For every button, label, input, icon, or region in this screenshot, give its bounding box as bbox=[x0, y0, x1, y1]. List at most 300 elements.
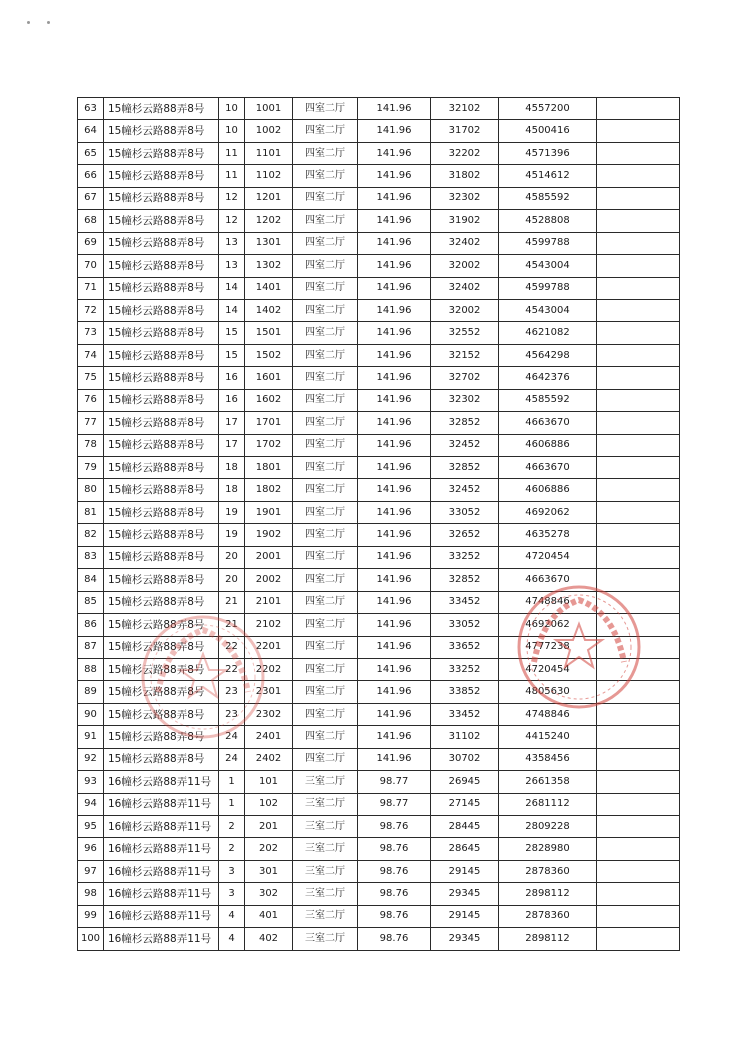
area-cell: 141.96 bbox=[358, 344, 431, 366]
layout-cell: 四室二厅 bbox=[293, 614, 358, 636]
row-number-cell: 90 bbox=[78, 703, 104, 725]
area-cell: 98.76 bbox=[358, 860, 431, 882]
room-number-cell: 302 bbox=[245, 883, 293, 905]
address-cell: 15幢杉云路88弄8号 bbox=[104, 703, 219, 725]
floor-cell: 11 bbox=[219, 165, 245, 187]
address-cell: 16幢杉云路88弄11号 bbox=[104, 860, 219, 882]
row-number-cell: 78 bbox=[78, 434, 104, 456]
floor-cell: 24 bbox=[219, 748, 245, 770]
room-number-cell: 201 bbox=[245, 816, 293, 838]
row-number-cell: 98 bbox=[78, 883, 104, 905]
address-cell: 15幢杉云路88弄8号 bbox=[104, 636, 219, 658]
total-price-cell: 2828980 bbox=[499, 838, 597, 860]
room-number-cell: 1301 bbox=[245, 232, 293, 254]
layout-cell: 三室二厅 bbox=[293, 860, 358, 882]
unit-price-cell: 30702 bbox=[431, 748, 499, 770]
room-number-cell: 1901 bbox=[245, 501, 293, 523]
total-price-cell: 4663670 bbox=[499, 457, 597, 479]
address-cell: 15幢杉云路88弄8号 bbox=[104, 434, 219, 456]
remark-cell bbox=[597, 816, 680, 838]
floor-cell: 3 bbox=[219, 860, 245, 882]
unit-price-cell: 26945 bbox=[431, 771, 499, 793]
total-price-cell: 4585592 bbox=[499, 389, 597, 411]
total-price-cell: 4663670 bbox=[499, 569, 597, 591]
total-price-cell: 4557200 bbox=[499, 98, 597, 120]
remark-cell bbox=[597, 255, 680, 277]
room-number-cell: 2301 bbox=[245, 681, 293, 703]
row-number-cell: 73 bbox=[78, 322, 104, 344]
address-cell: 16幢杉云路88弄11号 bbox=[104, 793, 219, 815]
table-row bbox=[78, 771, 680, 793]
row-number-cell: 86 bbox=[78, 614, 104, 636]
area-cell: 98.76 bbox=[358, 905, 431, 927]
room-number-cell: 1101 bbox=[245, 142, 293, 164]
table-row bbox=[78, 614, 680, 636]
unit-price-cell: 29345 bbox=[431, 883, 499, 905]
layout-cell: 三室二厅 bbox=[293, 793, 358, 815]
unit-price-cell: 27145 bbox=[431, 793, 499, 815]
floor-cell: 18 bbox=[219, 479, 245, 501]
area-cell: 141.96 bbox=[358, 165, 431, 187]
area-cell: 141.96 bbox=[358, 187, 431, 209]
total-price-cell: 2809228 bbox=[499, 816, 597, 838]
room-number-cell: 2101 bbox=[245, 591, 293, 613]
layout-cell: 四室二厅 bbox=[293, 232, 358, 254]
remark-cell bbox=[597, 434, 680, 456]
total-price-cell: 4500416 bbox=[499, 120, 597, 142]
room-number-cell: 1802 bbox=[245, 479, 293, 501]
remark-cell bbox=[597, 860, 680, 882]
total-price-cell: 4415240 bbox=[499, 726, 597, 748]
address-cell: 16幢杉云路88弄11号 bbox=[104, 905, 219, 927]
row-number-cell: 79 bbox=[78, 457, 104, 479]
area-cell: 98.77 bbox=[358, 771, 431, 793]
remark-cell bbox=[597, 412, 680, 434]
area-cell: 141.96 bbox=[358, 142, 431, 164]
room-number-cell: 1902 bbox=[245, 524, 293, 546]
layout-cell: 四室二厅 bbox=[293, 299, 358, 321]
row-number-cell: 88 bbox=[78, 658, 104, 680]
row-number-cell: 65 bbox=[78, 142, 104, 164]
total-price-cell: 4606886 bbox=[499, 479, 597, 501]
room-number-cell: 1202 bbox=[245, 210, 293, 232]
area-cell: 141.96 bbox=[358, 210, 431, 232]
unit-price-cell: 32002 bbox=[431, 299, 499, 321]
table-row bbox=[78, 344, 680, 366]
total-price-cell: 4543004 bbox=[499, 299, 597, 321]
unit-price-cell: 33452 bbox=[431, 591, 499, 613]
table-row bbox=[78, 232, 680, 254]
address-cell: 15幢杉云路88弄8号 bbox=[104, 546, 219, 568]
unit-price-cell: 32452 bbox=[431, 434, 499, 456]
remark-cell bbox=[597, 120, 680, 142]
remark-cell bbox=[597, 165, 680, 187]
remark-cell bbox=[597, 681, 680, 703]
unit-price-cell: 32702 bbox=[431, 367, 499, 389]
total-price-cell: 4621082 bbox=[499, 322, 597, 344]
table-row bbox=[78, 120, 680, 142]
row-number-cell: 74 bbox=[78, 344, 104, 366]
address-cell: 15幢杉云路88弄8号 bbox=[104, 681, 219, 703]
total-price-cell: 2898112 bbox=[499, 883, 597, 905]
table-row bbox=[78, 187, 680, 209]
total-price-cell: 2878360 bbox=[499, 860, 597, 882]
unit-price-cell: 32652 bbox=[431, 524, 499, 546]
area-cell: 141.96 bbox=[358, 434, 431, 456]
address-cell: 15幢杉云路88弄8号 bbox=[104, 232, 219, 254]
unit-price-cell: 33252 bbox=[431, 658, 499, 680]
table-row bbox=[78, 860, 680, 882]
row-number-cell: 100 bbox=[78, 928, 104, 950]
room-number-cell: 1801 bbox=[245, 457, 293, 479]
row-number-cell: 87 bbox=[78, 636, 104, 658]
row-number-cell: 80 bbox=[78, 479, 104, 501]
room-number-cell: 2302 bbox=[245, 703, 293, 725]
total-price-cell: 4720454 bbox=[499, 546, 597, 568]
address-cell: 16幢杉云路88弄11号 bbox=[104, 771, 219, 793]
layout-cell: 四室二厅 bbox=[293, 210, 358, 232]
address-cell: 15幢杉云路88弄8号 bbox=[104, 412, 219, 434]
address-cell: 15幢杉云路88弄8号 bbox=[104, 726, 219, 748]
remark-cell bbox=[597, 546, 680, 568]
floor-cell: 23 bbox=[219, 703, 245, 725]
layout-cell: 四室二厅 bbox=[293, 255, 358, 277]
address-cell: 15幢杉云路88弄8号 bbox=[104, 299, 219, 321]
area-cell: 141.96 bbox=[358, 636, 431, 658]
table-row bbox=[78, 412, 680, 434]
floor-cell: 10 bbox=[219, 120, 245, 142]
layout-cell: 四室二厅 bbox=[293, 703, 358, 725]
address-cell: 15幢杉云路88弄8号 bbox=[104, 614, 219, 636]
row-number-cell: 76 bbox=[78, 389, 104, 411]
address-cell: 15幢杉云路88弄8号 bbox=[104, 591, 219, 613]
table-row bbox=[78, 928, 680, 950]
room-number-cell: 102 bbox=[245, 793, 293, 815]
room-number-cell: 1602 bbox=[245, 389, 293, 411]
total-price-cell: 4599788 bbox=[499, 232, 597, 254]
total-price-cell: 4748846 bbox=[499, 591, 597, 613]
room-number-cell: 1502 bbox=[245, 344, 293, 366]
unit-price-cell: 33852 bbox=[431, 681, 499, 703]
room-number-cell: 1001 bbox=[245, 98, 293, 120]
layout-cell: 四室二厅 bbox=[293, 479, 358, 501]
unit-price-cell: 29145 bbox=[431, 860, 499, 882]
unit-price-cell: 32102 bbox=[431, 98, 499, 120]
remark-cell bbox=[597, 187, 680, 209]
row-number-cell: 71 bbox=[78, 277, 104, 299]
room-number-cell: 202 bbox=[245, 838, 293, 860]
row-number-cell: 64 bbox=[78, 120, 104, 142]
room-number-cell: 1701 bbox=[245, 412, 293, 434]
row-number-cell: 99 bbox=[78, 905, 104, 927]
floor-cell: 1 bbox=[219, 771, 245, 793]
room-number-cell: 2201 bbox=[245, 636, 293, 658]
area-cell: 141.96 bbox=[358, 322, 431, 344]
table-row bbox=[78, 367, 680, 389]
unit-price-cell: 32402 bbox=[431, 232, 499, 254]
floor-cell: 19 bbox=[219, 501, 245, 523]
table-row bbox=[78, 703, 680, 725]
floor-cell: 4 bbox=[219, 905, 245, 927]
row-number-cell: 92 bbox=[78, 748, 104, 770]
area-cell: 141.96 bbox=[358, 120, 431, 142]
unit-price-cell: 31902 bbox=[431, 210, 499, 232]
total-price-cell: 4564298 bbox=[499, 344, 597, 366]
room-number-cell: 402 bbox=[245, 928, 293, 950]
layout-cell: 四室二厅 bbox=[293, 344, 358, 366]
floor-cell: 12 bbox=[219, 210, 245, 232]
table-row bbox=[78, 816, 680, 838]
area-cell: 98.76 bbox=[358, 838, 431, 860]
floor-cell: 15 bbox=[219, 344, 245, 366]
table-row bbox=[78, 883, 680, 905]
area-cell: 141.96 bbox=[358, 255, 431, 277]
row-number-cell: 85 bbox=[78, 591, 104, 613]
area-cell: 98.76 bbox=[358, 883, 431, 905]
remark-cell bbox=[597, 748, 680, 770]
remark-cell bbox=[597, 479, 680, 501]
unit-price-cell: 32452 bbox=[431, 479, 499, 501]
remark-cell bbox=[597, 389, 680, 411]
unit-price-cell: 28645 bbox=[431, 838, 499, 860]
total-price-cell: 4635278 bbox=[499, 524, 597, 546]
total-price-cell: 4720454 bbox=[499, 658, 597, 680]
room-number-cell: 1302 bbox=[245, 255, 293, 277]
remark-cell bbox=[597, 232, 680, 254]
room-number-cell: 2402 bbox=[245, 748, 293, 770]
remark-cell bbox=[597, 367, 680, 389]
unit-price-cell: 33052 bbox=[431, 501, 499, 523]
total-price-cell: 4358456 bbox=[499, 748, 597, 770]
total-price-cell: 4805630 bbox=[499, 681, 597, 703]
remark-cell bbox=[597, 793, 680, 815]
total-price-cell: 4663670 bbox=[499, 412, 597, 434]
row-number-cell: 84 bbox=[78, 569, 104, 591]
unit-price-cell: 32852 bbox=[431, 457, 499, 479]
remark-cell bbox=[597, 569, 680, 591]
area-cell: 98.77 bbox=[358, 793, 431, 815]
area-cell: 141.96 bbox=[358, 524, 431, 546]
area-cell: 141.96 bbox=[358, 681, 431, 703]
table-row bbox=[78, 277, 680, 299]
layout-cell: 四室二厅 bbox=[293, 591, 358, 613]
table-row bbox=[78, 457, 680, 479]
scan-speck bbox=[27, 21, 30, 24]
layout-cell: 三室二厅 bbox=[293, 883, 358, 905]
table-row bbox=[78, 726, 680, 748]
remark-cell bbox=[597, 838, 680, 860]
row-number-cell: 89 bbox=[78, 681, 104, 703]
floor-cell: 16 bbox=[219, 389, 245, 411]
area-cell: 141.96 bbox=[358, 299, 431, 321]
unit-price-cell: 32152 bbox=[431, 344, 499, 366]
remark-cell bbox=[597, 277, 680, 299]
address-cell: 15幢杉云路88弄8号 bbox=[104, 479, 219, 501]
floor-cell: 17 bbox=[219, 412, 245, 434]
total-price-cell: 4642376 bbox=[499, 367, 597, 389]
table-body bbox=[78, 98, 680, 951]
total-price-cell: 4599788 bbox=[499, 277, 597, 299]
total-price-cell: 2661358 bbox=[499, 771, 597, 793]
floor-cell: 19 bbox=[219, 524, 245, 546]
floor-cell: 22 bbox=[219, 636, 245, 658]
unit-price-cell: 33252 bbox=[431, 546, 499, 568]
address-cell: 15幢杉云路88弄8号 bbox=[104, 277, 219, 299]
row-number-cell: 94 bbox=[78, 793, 104, 815]
area-cell: 141.96 bbox=[358, 546, 431, 568]
address-cell: 15幢杉云路88弄8号 bbox=[104, 748, 219, 770]
layout-cell: 四室二厅 bbox=[293, 434, 358, 456]
address-cell: 16幢杉云路88弄11号 bbox=[104, 816, 219, 838]
row-number-cell: 70 bbox=[78, 255, 104, 277]
floor-cell: 16 bbox=[219, 367, 245, 389]
row-number-cell: 95 bbox=[78, 816, 104, 838]
table-row bbox=[78, 479, 680, 501]
total-price-cell: 2681112 bbox=[499, 793, 597, 815]
unit-price-cell: 32552 bbox=[431, 322, 499, 344]
area-cell: 141.96 bbox=[358, 658, 431, 680]
room-number-cell: 2102 bbox=[245, 614, 293, 636]
address-cell: 15幢杉云路88弄8号 bbox=[104, 120, 219, 142]
address-cell: 16幢杉云路88弄11号 bbox=[104, 928, 219, 950]
row-number-cell: 91 bbox=[78, 726, 104, 748]
address-cell: 15幢杉云路88弄8号 bbox=[104, 344, 219, 366]
remark-cell bbox=[597, 928, 680, 950]
layout-cell: 四室二厅 bbox=[293, 187, 358, 209]
unit-price-cell: 32852 bbox=[431, 412, 499, 434]
row-number-cell: 68 bbox=[78, 210, 104, 232]
room-number-cell: 2202 bbox=[245, 658, 293, 680]
total-price-cell: 4585592 bbox=[499, 187, 597, 209]
address-cell: 15幢杉云路88弄8号 bbox=[104, 165, 219, 187]
total-price-cell: 2878360 bbox=[499, 905, 597, 927]
row-number-cell: 97 bbox=[78, 860, 104, 882]
total-price-cell: 4606886 bbox=[499, 434, 597, 456]
remark-cell bbox=[597, 210, 680, 232]
remark-cell bbox=[597, 905, 680, 927]
layout-cell: 四室二厅 bbox=[293, 524, 358, 546]
room-number-cell: 1201 bbox=[245, 187, 293, 209]
layout-cell: 四室二厅 bbox=[293, 658, 358, 680]
room-number-cell: 2401 bbox=[245, 726, 293, 748]
floor-cell: 2 bbox=[219, 838, 245, 860]
remark-cell bbox=[597, 524, 680, 546]
room-number-cell: 1501 bbox=[245, 322, 293, 344]
total-price-cell: 4692062 bbox=[499, 614, 597, 636]
total-price-cell: 2898112 bbox=[499, 928, 597, 950]
remark-cell bbox=[597, 142, 680, 164]
scan-speck bbox=[47, 21, 50, 24]
room-number-cell: 1402 bbox=[245, 299, 293, 321]
table-row bbox=[78, 210, 680, 232]
remark-cell bbox=[597, 614, 680, 636]
table-row bbox=[78, 98, 680, 120]
row-number-cell: 69 bbox=[78, 232, 104, 254]
table-row bbox=[78, 748, 680, 770]
unit-price-cell: 32302 bbox=[431, 389, 499, 411]
floor-cell: 21 bbox=[219, 614, 245, 636]
total-price-cell: 4777238 bbox=[499, 636, 597, 658]
area-cell: 141.96 bbox=[358, 232, 431, 254]
unit-price-cell: 33452 bbox=[431, 703, 499, 725]
floor-cell: 20 bbox=[219, 569, 245, 591]
area-cell: 98.76 bbox=[358, 816, 431, 838]
layout-cell: 四室二厅 bbox=[293, 501, 358, 523]
row-number-cell: 67 bbox=[78, 187, 104, 209]
table-row bbox=[78, 838, 680, 860]
unit-price-cell: 33652 bbox=[431, 636, 499, 658]
area-cell: 141.96 bbox=[358, 614, 431, 636]
layout-cell: 四室二厅 bbox=[293, 569, 358, 591]
layout-cell: 四室二厅 bbox=[293, 389, 358, 411]
address-cell: 15幢杉云路88弄8号 bbox=[104, 210, 219, 232]
table-row bbox=[78, 501, 680, 523]
row-number-cell: 83 bbox=[78, 546, 104, 568]
remark-cell bbox=[597, 591, 680, 613]
area-cell: 141.96 bbox=[358, 479, 431, 501]
area-cell: 141.96 bbox=[358, 98, 431, 120]
unit-price-cell: 28445 bbox=[431, 816, 499, 838]
area-cell: 98.76 bbox=[358, 928, 431, 950]
layout-cell: 四室二厅 bbox=[293, 726, 358, 748]
floor-cell: 15 bbox=[219, 322, 245, 344]
unit-price-cell: 31102 bbox=[431, 726, 499, 748]
floor-cell: 18 bbox=[219, 457, 245, 479]
unit-price-cell: 32002 bbox=[431, 255, 499, 277]
area-cell: 141.96 bbox=[358, 277, 431, 299]
room-number-cell: 301 bbox=[245, 860, 293, 882]
area-cell: 141.96 bbox=[358, 591, 431, 613]
floor-cell: 13 bbox=[219, 232, 245, 254]
room-number-cell: 2001 bbox=[245, 546, 293, 568]
remark-cell bbox=[597, 501, 680, 523]
table-row bbox=[78, 322, 680, 344]
unit-price-cell: 31802 bbox=[431, 165, 499, 187]
row-number-cell: 75 bbox=[78, 367, 104, 389]
address-cell: 15幢杉云路88弄8号 bbox=[104, 658, 219, 680]
floor-cell: 22 bbox=[219, 658, 245, 680]
remark-cell bbox=[597, 636, 680, 658]
unit-price-cell: 29145 bbox=[431, 905, 499, 927]
area-cell: 141.96 bbox=[358, 748, 431, 770]
table-row bbox=[78, 569, 680, 591]
row-number-cell: 93 bbox=[78, 771, 104, 793]
total-price-cell: 4514612 bbox=[499, 165, 597, 187]
layout-cell: 四室二厅 bbox=[293, 98, 358, 120]
room-number-cell: 101 bbox=[245, 771, 293, 793]
row-number-cell: 72 bbox=[78, 299, 104, 321]
layout-cell: 四室二厅 bbox=[293, 636, 358, 658]
floor-cell: 17 bbox=[219, 434, 245, 456]
layout-cell: 四室二厅 bbox=[293, 120, 358, 142]
area-cell: 141.96 bbox=[358, 726, 431, 748]
address-cell: 15幢杉云路88弄8号 bbox=[104, 569, 219, 591]
layout-cell: 四室二厅 bbox=[293, 277, 358, 299]
floor-cell: 3 bbox=[219, 883, 245, 905]
layout-cell: 四室二厅 bbox=[293, 142, 358, 164]
room-number-cell: 1601 bbox=[245, 367, 293, 389]
table-row bbox=[78, 165, 680, 187]
total-price-cell: 4528808 bbox=[499, 210, 597, 232]
address-cell: 15幢杉云路88弄8号 bbox=[104, 187, 219, 209]
unit-price-table bbox=[77, 97, 680, 951]
address-cell: 16幢杉云路88弄11号 bbox=[104, 838, 219, 860]
remark-cell bbox=[597, 658, 680, 680]
table-row bbox=[78, 591, 680, 613]
layout-cell: 三室二厅 bbox=[293, 905, 358, 927]
area-cell: 141.96 bbox=[358, 569, 431, 591]
remark-cell bbox=[597, 883, 680, 905]
